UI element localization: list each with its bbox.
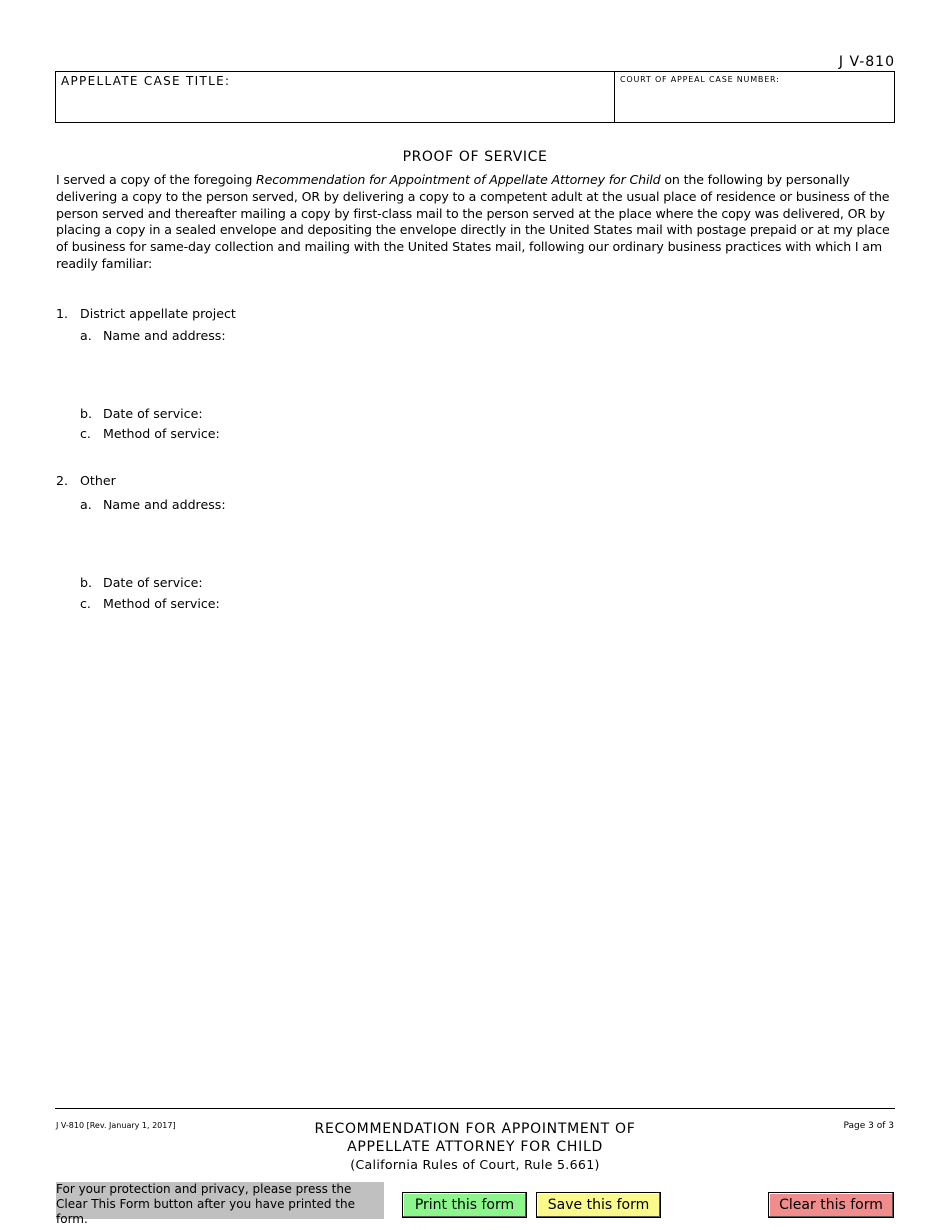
case-title-label: APPELLATE CASE TITLE: bbox=[61, 74, 231, 88]
paragraph-intro: I served a copy of the foregoing bbox=[56, 172, 257, 187]
name-and-address-field[interactable] bbox=[103, 517, 893, 569]
method-of-service-field[interactable] bbox=[220, 425, 893, 443]
item-a-letter: a. bbox=[80, 328, 92, 343]
case-title-cell[interactable] bbox=[56, 72, 615, 122]
clear-form-button[interactable]: Clear this form bbox=[768, 1192, 894, 1218]
date-of-service-label: Date of service: bbox=[103, 406, 203, 421]
item-c-letter: c. bbox=[80, 426, 91, 441]
footer-revision: J V-810 [Rev. January 1, 2017] bbox=[56, 1121, 176, 1130]
footer-rule-citation: (California Rules of Court, Rule 5.661) bbox=[350, 1157, 600, 1172]
date-of-service-field[interactable] bbox=[220, 574, 893, 592]
item-label-other: Other bbox=[80, 473, 116, 488]
date-of-service-label: Date of service: bbox=[103, 575, 203, 590]
footer-form-title bbox=[0, 1120, 950, 1156]
page-number: Page 3 of 3 bbox=[843, 1121, 894, 1131]
case-header-box bbox=[55, 71, 895, 123]
service-paragraph bbox=[56, 172, 896, 273]
item-b-letter: b. bbox=[80, 406, 92, 421]
name-and-address-label: Name and address: bbox=[103, 328, 226, 343]
other-field[interactable] bbox=[120, 472, 893, 490]
name-and-address-label: Name and address: bbox=[103, 497, 226, 512]
item-c-letter: c. bbox=[80, 596, 91, 611]
print-form-button[interactable]: Print this form bbox=[402, 1192, 527, 1218]
footer-divider bbox=[55, 1108, 895, 1109]
method-of-service-label: Method of service: bbox=[103, 426, 220, 441]
item-a-letter: a. bbox=[80, 497, 92, 512]
page-title: PROOF OF SERVICE bbox=[402, 149, 548, 165]
footer-title-line-2: APPELLATE ATTORNEY FOR CHILD bbox=[347, 1139, 603, 1155]
date-of-service-field[interactable] bbox=[220, 405, 893, 423]
case-number-label: COURT OF APPEAL CASE NUMBER: bbox=[620, 75, 780, 84]
item-label-district-appellate-project: District appellate project bbox=[80, 306, 236, 321]
item-b-letter: b. bbox=[80, 575, 92, 590]
item-number: 2. bbox=[56, 473, 69, 488]
paragraph-body: on the following by personally delivering a copy to the person served, OR by delivering a copy to a competent adult at the usual place of residence or business of the person served and thereafter mailing a copy by first-class mail to the person served at the place where the copy was delivered, OR by placing a copy in a sealed envelope and depositing the envelope directly in the United States mail with postage prepaid or at my place of business for same-day collection and mailing with the United States mail, following our ordinary business practices with which I am readily familiar: bbox=[56, 172, 890, 271]
footer-title-line-1: RECOMMENDATION FOR APPOINTMENT OF bbox=[314, 1121, 636, 1137]
item-number: 1. bbox=[56, 306, 69, 321]
name-and-address-field[interactable] bbox=[103, 348, 893, 400]
method-of-service-field[interactable] bbox=[220, 595, 893, 613]
form-number: J V-810 bbox=[838, 54, 895, 70]
method-of-service-label: Method of service: bbox=[103, 596, 220, 611]
paragraph-document-title: Recommendation for Appointment of Appellate Attorney for Child bbox=[256, 172, 661, 187]
save-form-button[interactable]: Save this form bbox=[536, 1192, 661, 1218]
privacy-notice: For your protection and privacy, please press the Clear This Form button after you have printed the form. bbox=[56, 1182, 384, 1219]
